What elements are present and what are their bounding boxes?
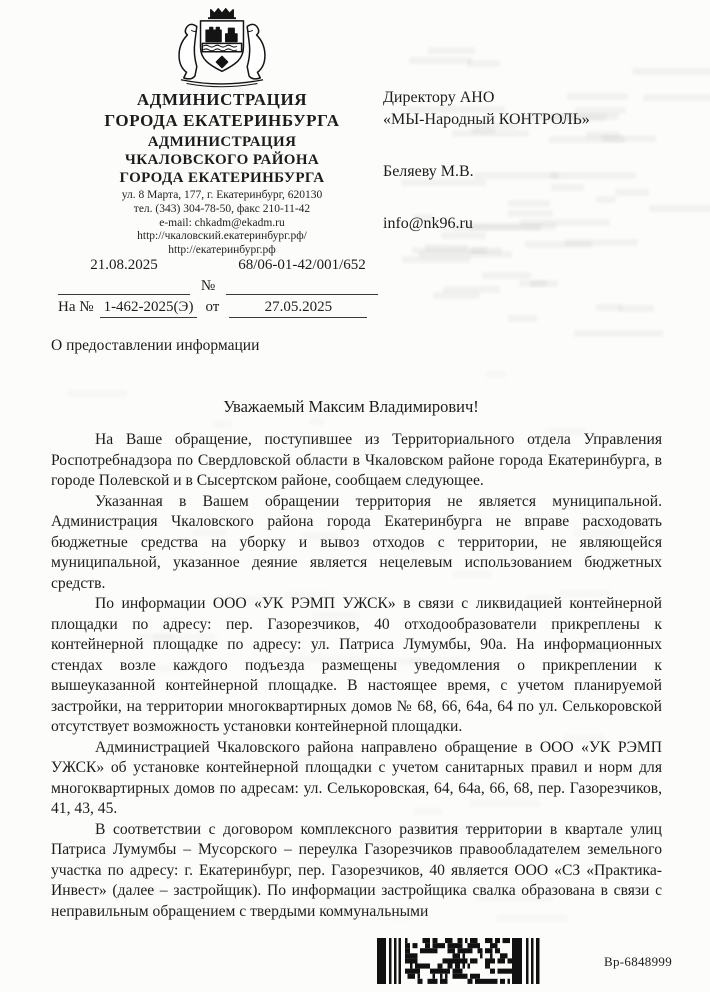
website-city: http://екатеринбург.рф <box>168 244 276 257</box>
org-name-district <box>41 133 403 187</box>
incoming-date: 27.05.2025 <box>229 299 367 318</box>
body-paragraph: По информации ООО «УК РЭМП УЖСК» в связи с ликвидацией контейнерной площадки по адресу: пер. Газорезчиков, 40 отходообразователи прикреплены к контейнерной площадке по адресу: ул. Патриса Лумумбы, 90а. На информационных стендах возле каждого подъезда размещены уведомления о прикреплении к вышеуказанной контейнерной площадке. В настоящее время, с учетом планируемой застройки, на территории многоквартирных домов № 68, 66, 64а, 64 по ул. Селькоровской отсутствует возможность установки контейнерной площадки. <box>51 595 662 735</box>
recipient-org: «МЫ-Народный КОНТРОЛЬ» <box>383 111 590 128</box>
recipient-title: Директору АНО <box>383 89 495 106</box>
email-address: e-mail: chkadm@ekadm.ru <box>159 216 285 229</box>
body-paragraph: В соответствии с договором комплексного развития территории в квартале улиц Патриса Лумумбы – Мусорского – переулка Газорезчиков правообладателем земельного участка по адресу: г. Екатеринбург, пер. Газорезчиков, 40 является ООО «СЗ «Практика-Инвест» (далее – застройщик). По информации застройщика свалка образована в связи с неправильным обращением с твердыми коммунальными <box>51 820 662 920</box>
org-name-line: ГОРОДА ЕКАТЕРИНБУРГА <box>119 170 325 186</box>
outgoing-date: 21.08.2025 <box>90 257 158 273</box>
document-barcode <box>377 938 545 984</box>
reply-to-label: На № <box>58 299 94 315</box>
yekaterinburg-coat-of-arms-icon <box>163 6 281 90</box>
body-paragraph: Администрацией Чкаловского района направлено обращение в ООО «УК РЭМП УЖСК» об установке контейнерной площадки с учетом санитарных правил и норм для многоквартирных домов по адресам: ул. Селькоровская, 64, 64а, 66, 68, пер. Газорезчиков, 41, 43, 45. <box>51 738 662 817</box>
outgoing-number: 68/06-01-42/001/652 <box>238 257 366 273</box>
org-name-line: ГОРОДА ЕКАТЕРИНБУРГА <box>104 111 340 130</box>
body-paragraph: На Ваше обращение, поступившее из Территориального отдела Управления Роспотребнадзора по Свердловской области в Чкаловском районе города Екатеринбурга, в городе Полевской и в Сысертском районе, сообщаем следующее. <box>51 431 662 489</box>
number-sign: № <box>200 278 216 294</box>
salutation: Уважаемый Максим Владимирович! <box>223 397 479 416</box>
letterhead-contact-block <box>41 189 403 258</box>
reference-block <box>58 257 384 318</box>
recipient-block <box>383 87 590 235</box>
letter-subject: О предоставлении информации <box>51 337 260 354</box>
incoming-number: 1-462-2025(Э) <box>100 299 198 318</box>
org-name-line: АДМИНИСТРАЦИЯ <box>136 90 308 109</box>
org-name-city <box>41 89 403 131</box>
from-label: от <box>205 299 220 315</box>
recipient-email: info@nk96.ru <box>383 215 473 232</box>
barcode-registration-number: Вр-6848999 <box>604 954 672 969</box>
letter-body <box>51 430 662 922</box>
recipient-name: Беляеву М.В. <box>383 163 474 180</box>
phone-fax: тел. (343) 304-78-50, факс 210-11-42 <box>133 202 311 215</box>
website-district: http://чкаловский.екатеринбург.рф/ <box>137 230 307 243</box>
org-name-line: АДМИНИСТРАЦИЯ <box>147 134 297 150</box>
postal-address: ул. 8 Марта, 177, г. Екатеринбург, 620130 <box>121 189 323 201</box>
body-paragraph: Указанная в Вашем обращении территория не является муниципальной. Администрация Чкаловского района города Екатеринбурга не вправе расходовать бюджетные средства на уборку и вывоз отходов с территории, не являющейся муниципальной, указанное деяние является нецелевым использованием бюджетных средств. <box>51 492 662 592</box>
org-name-line: ЧКАЛОВСКОГО РАЙОНА <box>124 152 320 168</box>
